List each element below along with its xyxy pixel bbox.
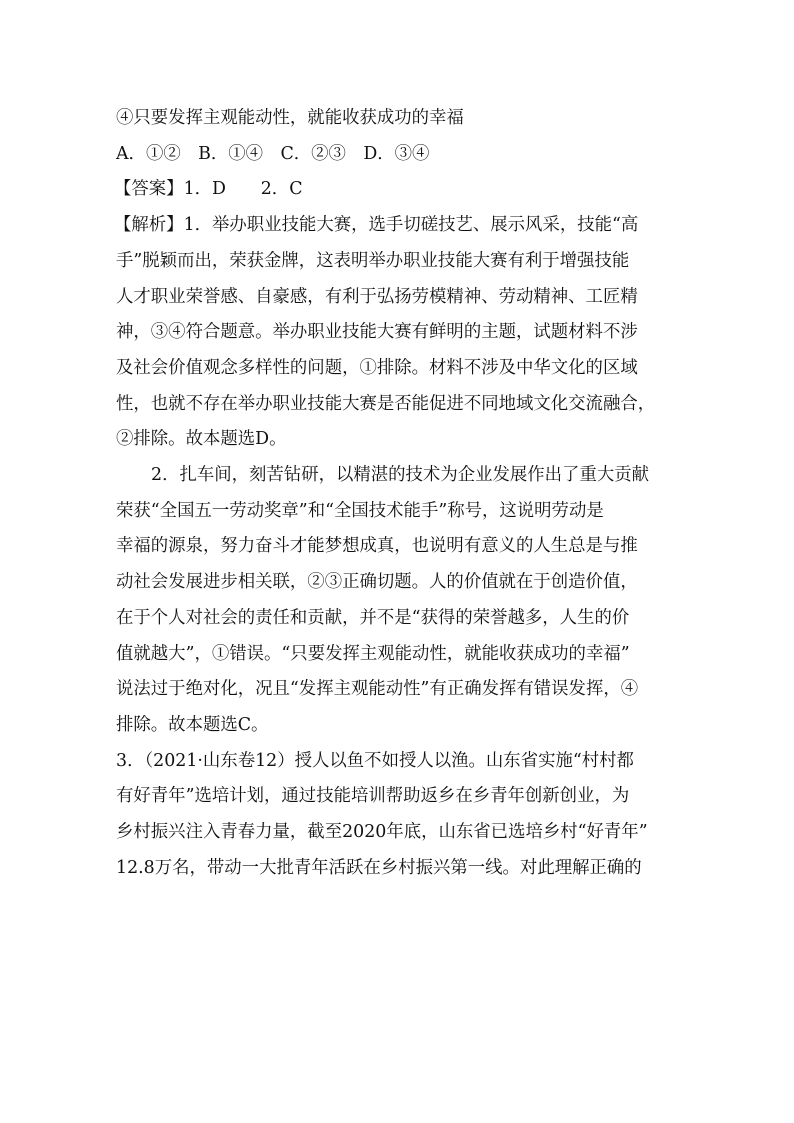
analysis-line: 值就越大”，①错误。“只要发挥主观能动性，就能收获成功的幸福” (116, 643, 630, 664)
answer-line: 【答案】1．D 2．C (114, 179, 303, 200)
option-four-text: ④只要发挥主观能动性，就能收获成功的幸福 (116, 108, 464, 128)
document-body (116, 101, 682, 886)
analysis-line: ②排除。故本题选D。 (116, 429, 287, 450)
analysis-line: 【解析】1．举办职业技能大赛，选手切磋技艺、展示风采，技能“高 (114, 215, 639, 236)
question-line: 乡村振兴注入青春力量，截至2020年底，山东省已选培乡村“好青年” (116, 822, 648, 843)
analysis-line: 手”脱颖而出，荣获金牌，这表明举办职业技能大赛有利于增强技能 (116, 250, 630, 271)
analysis-line: 在于个人对社会的责任和贡献，并不是“获得的荣誉越多，人生的价 (116, 607, 630, 628)
analysis-line: 动社会发展进步相关联，②③正确切题。人的价值就在于创造价值， (116, 572, 638, 593)
analysis-line: 神，③④符合题意。举办职业技能大赛有鲜明的主题，试题材料不涉 (116, 322, 638, 343)
analysis-line: 及社会价值观念多样性的问题，①排除。材料不涉及中华文化的区域 (116, 357, 638, 378)
question-line: 有好青年”选培计划，通过技能培训帮助返乡在乡青年创新创业，为 (116, 786, 630, 807)
analysis-line: 荣获“全国五一劳动奖章”和“全国技术能手”称号，这说明劳动是 (116, 500, 604, 521)
question-line: 3．（2021·山东卷12）授人以鱼不如授人以渔。山东省实施“村村都 (116, 750, 634, 771)
analysis-line: 人才职业荣誉感、自豪感，有利于弘扬劳模精神、劳动精神、工匠精 (116, 286, 638, 307)
analysis-line: 说法过于绝对化，况且“发挥主观能动性”有正确发挥有错误发挥，④ (116, 679, 639, 700)
analysis-line: 2．扎车间，刻苦钻研，以精湛的技术为企业发展作出了重大贡献 (151, 465, 650, 486)
analysis-line: 排除。故本题选C。 (116, 714, 269, 735)
answer-choices: A．①② B．①④ C．②③ D．③④ (116, 143, 430, 164)
question-line: 12.8万名，带动一大批青年活跃在乡村振兴第一线。对此理解正确的 (116, 857, 642, 878)
analysis-line: 幸福的源泉，努力奋斗才能梦想成真，也说明有意义的人生总是与推 (116, 536, 638, 557)
analysis-line: 性，也就不存在举办职业技能大赛是否能促进不同地域文化交流融合， (116, 393, 656, 414)
